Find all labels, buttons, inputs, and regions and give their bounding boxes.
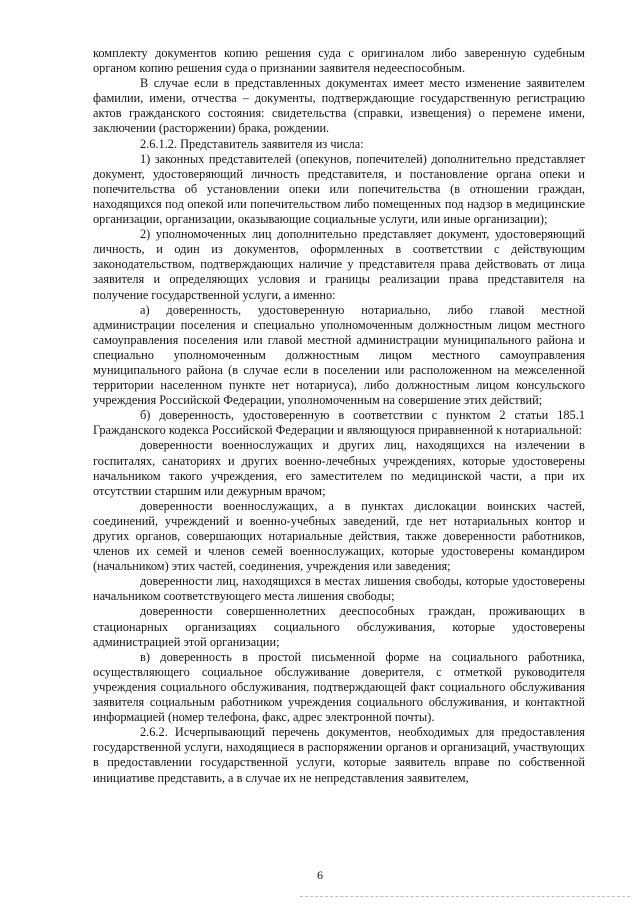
document-body [93, 46, 585, 786]
page-number: 6 [317, 868, 323, 882]
paragraph: в) доверенность в простой письменной форме на социального работника, осуществляющего социальное обслуживание доверителя, с отметкой руководителя учреждения социального обслуживания, подтверждающей факт социального обслуживания заявителя социальным работником учреждения социального обслуживания, и контактной информацией (номер телефона, факс, адрес электронной почты). [93, 649, 585, 725]
paragraph: 2) уполномоченных лиц дополнительно представляет документ, удостоверяющий личность, и один из документов, оформленных в соответствии с действующим законодательством, подтверждающих наличие у представителя права действовать от лица заявителя и определяющих условия и границы реализации права представителя на получение государственной услуги, а именно: [93, 227, 585, 302]
paragraph: В случае если в представленных документах имеет место изменение заявителем фамилии, имени, отчества – документы, подтверждающие государственную регистрацию актов гражданского состояния: свидетельства (справки, извещения) о перемене имени, заключении (расторжении) брака, рождении. [93, 76, 585, 136]
paragraph: 2.6.1.2. Представитель заявителя из числа: [140, 136, 364, 151]
paragraph: доверенности лиц, находящихся в местах лишения свободы, которые удостоверены начальником соответствующего места лишения свободы; [93, 574, 585, 604]
paragraph: а) доверенность, удостоверенную нотариально, либо главой местной администрации поселения и специально уполномоченным должностным лицом местного самоуправления поселения или главой местной администрации муниципального района и специально уполномоченным должностным лицом местного самоуправления муниципального района (в случае если в поселении или расположенном на межселенной территории населенном пункте нет нотариуса), либо должностным лицом консульского учреждения Российской Федерации, уполномоченным на совершение этих действий; [93, 302, 585, 408]
paragraph: б) доверенность, удостоверенную в соответствии с пунктом 2 статьи 185.1 Гражданского кодекса Российской Федерации и являющуюся приравненной к нотариальной: [93, 408, 585, 438]
paragraph: 2.6.2. Исчерпывающий перечень документов, необходимых для предоставления государственной услуги, находящиеся в распоряжении органов и организаций, участвующих в предоставлении государственной услуги, которые заявитель вправе по собственной инициативе представить, а в случае их не непредставления заявителем, [93, 725, 585, 785]
paragraph: 1) законных представителей (опекунов, попечителей) дополнительно представляет документ, удостоверяющий личность представителя, и постановление органа опеки и попечительства об установлении опеки или попечительства (в отношении граждан, находящихся под опекой или попечительством либо помещенных под надзор в медицинские организации, организации, оказывающие социальные услуги, или иные организации); [93, 151, 585, 227]
paragraph: доверенности совершеннолетних дееспособных граждан, проживающих в стационарных организациях социального обслуживания, которые удостоверены администрацией этой организации; [93, 604, 585, 649]
paragraph: доверенности военнослужащих и других лиц, находящихся на излечении в госпиталях, санаториях и других военно-лечебных учреждениях, которые удостоверены начальником такого учреждения, его заместителем по медицинской части, а при их отсутствии старшим или дежурным врачом; [93, 438, 585, 498]
scan-edge-line [300, 896, 630, 898]
paragraph: комплекту документов копию решения суда с оригиналом либо заверенную судебным органом копию решения суда о признании заявителя недееспособным. [93, 46, 585, 76]
paragraph: доверенности военнослужащих, а в пунктах дислокации воинских частей, соединений, учреждений и военно-учебных заведений, где нет нотариальных контор и других органов, совершающих нотариальные действия, также доверенности работников, членов их семей и членов семей военнослужащих, которые удостоверены командиром (начальником) этих частей, соединения, учреждения или заведения; [93, 498, 585, 574]
